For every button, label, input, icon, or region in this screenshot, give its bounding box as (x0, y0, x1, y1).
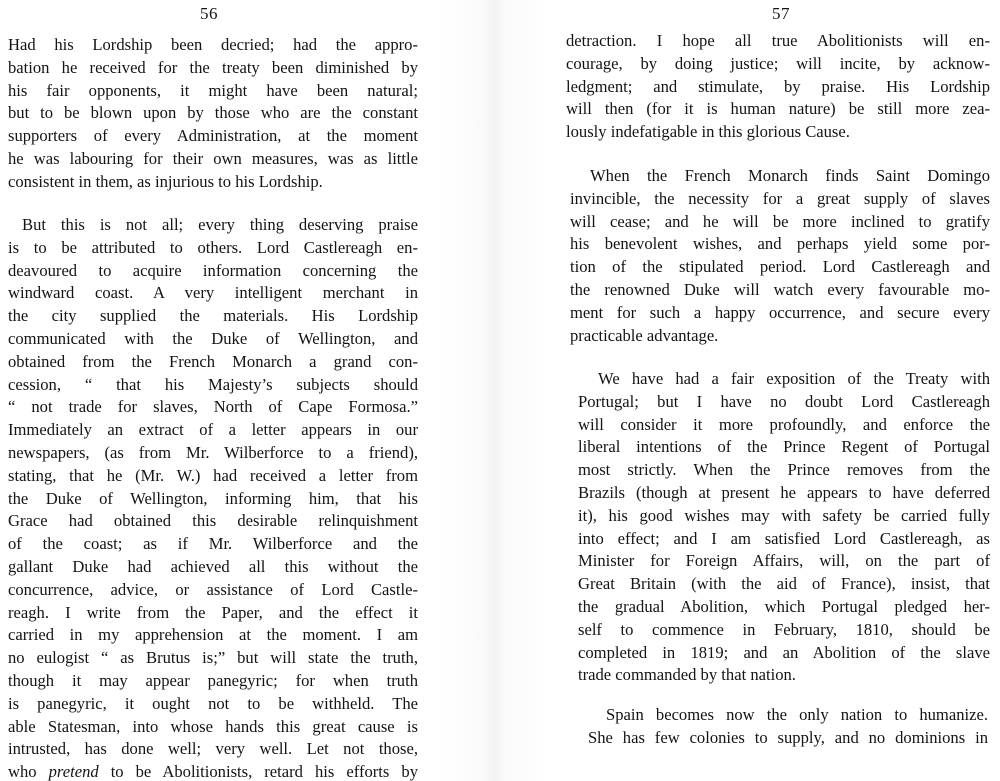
paragraph (8, 34, 418, 194)
text-line: We have had a fair exposition of the Treaty with (598, 369, 990, 388)
text-line: Grace had obtained this desirable relinquishment (8, 511, 418, 531)
text-line: practicable advantage. (570, 325, 719, 345)
text-line: consistent in them, as injurious to his Lordship. (8, 171, 323, 191)
emphasis-text: pretend (48, 762, 99, 781)
text-line: able Statesman, into whose hands this great cause is (8, 716, 418, 736)
text-line: Portugal; but I have no doubt Lord Castlereagh (578, 391, 990, 411)
text-line: his benevolent wishes, and perhaps yield some por- (570, 234, 990, 254)
text-line: reagh. I write from the Paper, and the effect it (8, 602, 418, 622)
paragraph (578, 368, 990, 687)
page-number-right: 57 (772, 4, 790, 23)
text-line: it), his good wishes may with safety be carried fully (578, 505, 990, 525)
text-line: will then (for it is human nature) be still more zea- (566, 99, 990, 119)
text-line: Immediately an extract of a letter appears in our (8, 420, 418, 440)
text-line: communicated with the Duke of Wellington, and (8, 328, 418, 348)
text-line: he was labouring for their own measures, was as little (8, 148, 418, 168)
text-line: Brazils (though at present he appears to have deferred (578, 482, 990, 502)
text-line: no eulogist “ as Brutus is;” but will state the truth, (8, 648, 418, 668)
text-line: completed in 1819; and an Abolition of the slave (578, 642, 990, 662)
text-line: windward coast. A very intelligent merchant in (8, 283, 418, 303)
text-line: Had his Lordship been decried; had the appro- (8, 35, 418, 54)
text-line: most strictly. When the Prince removes from the (578, 460, 990, 480)
text-line: stating, that he (Mr. W.) had received a letter from (8, 465, 418, 485)
text-line: deavoured to acquire information concerning the (8, 260, 418, 280)
text-line: is panegyric, it ought not to be withheld. The (8, 693, 418, 713)
text-line-final (8, 761, 418, 781)
text-line: is to be attributed to others. Lord Castlereagh en- (8, 237, 418, 257)
text-line: tion of the stipulated period. Lord Castlereagh and (570, 257, 990, 277)
left-page (0, 0, 440, 781)
text-line: “ not trade for slaves, North of Cape Formosa.” (8, 397, 418, 417)
right-page (548, 0, 1000, 781)
text-line: but to be blown upon by those who are the constant (8, 103, 418, 123)
text-fragment: to be Abolitionists, retard his efforts by (98, 762, 418, 781)
text-line: his fair opponents, it might have been natural; (8, 80, 418, 100)
paragraph (588, 704, 988, 750)
text-line: bation he received for the treaty been diminished by (8, 57, 418, 77)
text-line: invincible, the necessity for a great supply of slaves (570, 188, 990, 208)
text-line: liberal intentions of the Prince Regent of Portugal (578, 437, 990, 457)
text-line: the city supplied the materials. His Lordship (8, 306, 418, 326)
text-line: the renowned Duke will watch every favourable mo- (570, 279, 990, 299)
text-line: trade commanded by that nation. (578, 665, 796, 685)
text-line: Spain becomes now the only nation to humanize. (606, 705, 988, 724)
text-line: But this is not all; every thing deserving praise (22, 215, 418, 234)
text-line: will consider it more profoundly, and enforce the (578, 414, 990, 434)
paragraph (8, 214, 418, 781)
text-line: cession, “ that his Majesty’s subjects should (8, 374, 418, 394)
text-line: newspapers, (as from Mr. Wilberforce to a friend), (8, 442, 418, 462)
text-line: though it may appear panegyric; for when truth (8, 670, 418, 690)
text-line: ment for such a happy occurrence, and secure every (570, 302, 990, 322)
text-line: When the French Monarch finds Saint Domingo (590, 166, 990, 185)
text-line: Great Britain (with the aid of France), insist, that (578, 574, 990, 594)
text-line: detraction. I hope all true Abolitionists will en- (566, 31, 990, 50)
text-line: lously indefatigable in this glorious Cause. (566, 122, 850, 142)
paragraph (566, 30, 990, 144)
text-line: concurrence, advice, or assistance of Lord Castle- (8, 579, 418, 599)
text-line: of the coast; as if Mr. Wilberforce and the (8, 534, 418, 554)
text-line: courage, by doing justice; will incite, by acknow- (566, 53, 990, 73)
book-gutter (440, 0, 548, 781)
text-line: self to commence in February, 1810, should be (578, 619, 990, 639)
text-line: gallant Duke had achieved all this without the (8, 556, 418, 576)
page-number-left: 56 (200, 4, 218, 23)
text-line: intrusted, has done well; very well. Let not those, (8, 739, 418, 759)
text-line: the gradual Abolition, which Portugal pledged her- (578, 596, 990, 616)
paragraph (570, 165, 990, 347)
text-fragment: who (8, 762, 49, 781)
text-line: obtained from the French Monarch a grand con- (8, 351, 418, 371)
text-line: supporters of every Administration, at the moment (8, 126, 418, 146)
text-line: will cease; and he will be more inclined to gratify (570, 211, 990, 231)
text-line: Minister for Foreign Affairs, will, on the part of (578, 551, 990, 571)
text-line: She has few colonies to supply, and no dominions in (588, 727, 988, 747)
text-line: the Duke of Wellington, informing him, that his (8, 488, 418, 508)
text-line: ledgment; and stimulate, by praise. His Lordship (566, 76, 990, 96)
text-line: carried in my apprehension at the moment. I am (8, 625, 418, 645)
text-line: into effect; and I am satisfied Lord Castlereagh, as (578, 528, 990, 548)
